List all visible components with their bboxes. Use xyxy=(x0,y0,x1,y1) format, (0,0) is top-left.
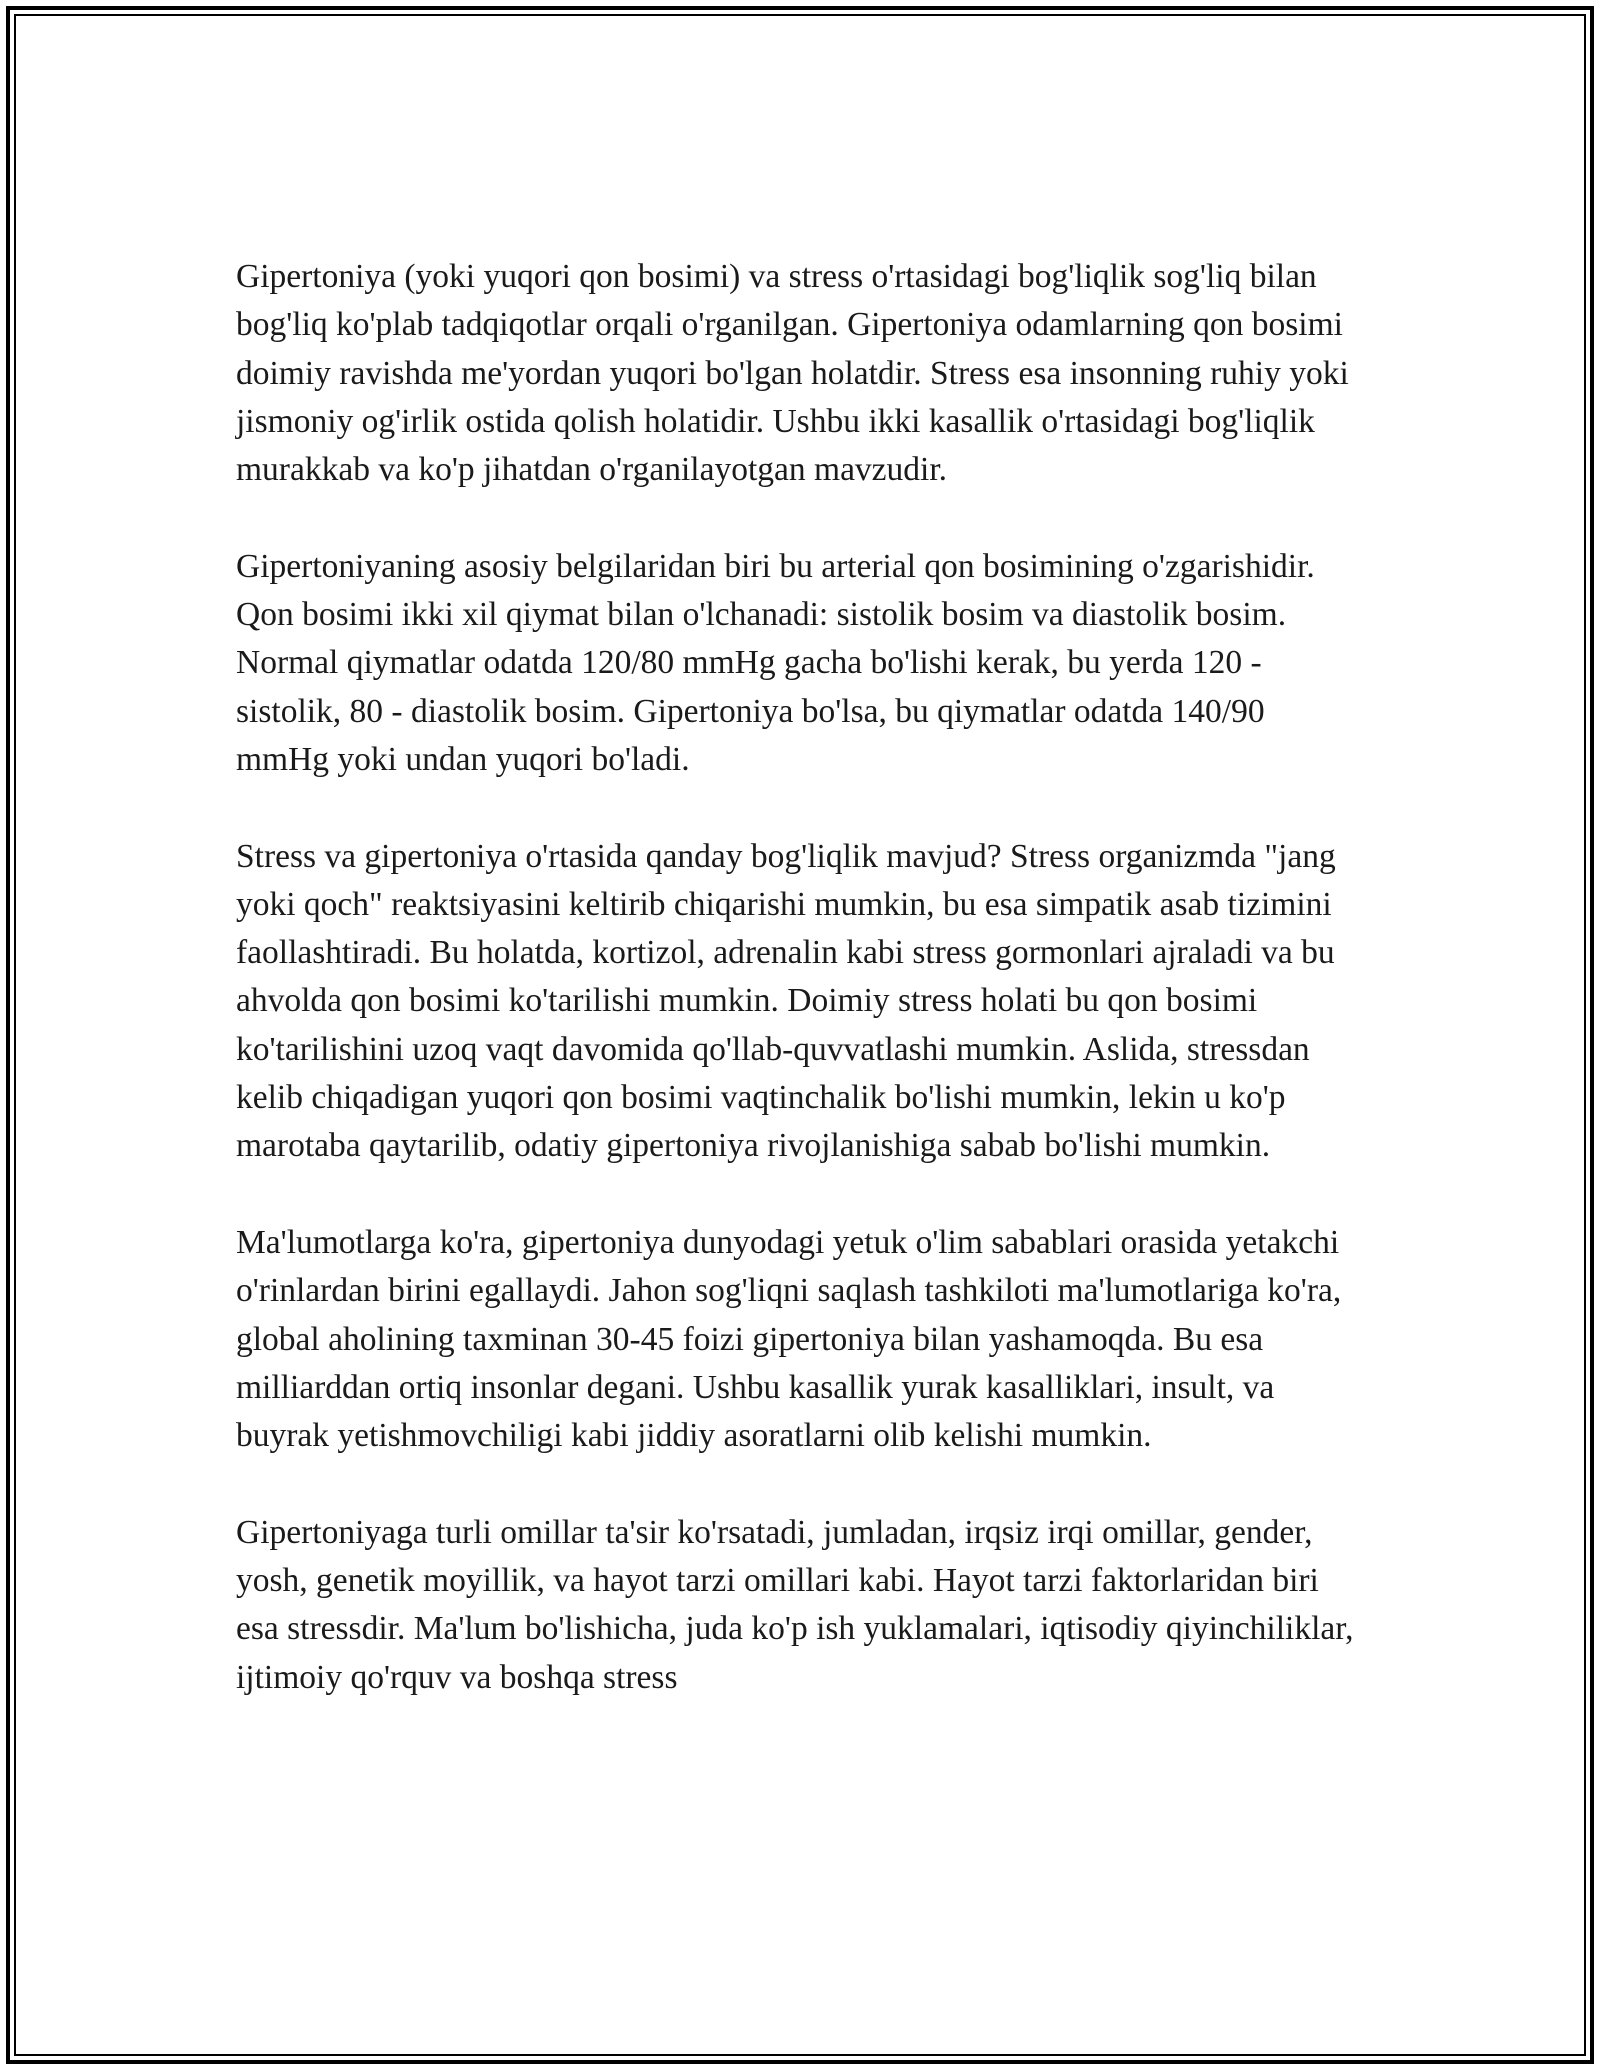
paragraph-4: Ma'lumotlarga ko'ra, gipertoniya dunyodagi yetuk o'lim sabablari orasida yetakchi o'rinlardan birini egallaydi. Jahon sog'liqni saqlash tashkiloti ma'lumotlariga ko'ra, global aholining taxminan 30-45 foizi gipertoniya bilan yashamoqda. Bu esa milliarddan ortiq insonlar degani. Ushbu kasallik yurak kasalliklari, insult, va buyrak yetishmovchiligi kabi jiddiy asoratlarni olib kelishi mumkin. xyxy=(236,1223,1342,1455)
paragraph-5: Gipertoniyaga turli omillar ta'sir ko'rsatadi, jumladan, irqsiz irqi omillar, gender, yosh, genetik moyillik, va hayot tarzi omillari kabi. Hayot tarzi faktorlaridan biri esa stressdir. Ma'lum bo'lishicha, juda ko'p ish yuklamalari, iqtisodiy qiyinchiliklar, ijtimoiy qo'rquv va boshqa stress xyxy=(236,1513,1354,1696)
document-body xyxy=(236,253,1366,1750)
paragraph-2: Gipertoniyaning asosiy belgilaridan biri bu arterial qon bosimining o'zgarishidir. Qon bosimi ikki xil qiymat bilan o'lchanadi: sistolik bosim va diastolik bosim. Normal qiymatlar odatda 120/80 mmHg gacha bo'lishi kerak, bu yerda 120 - sistolik, 80 - diastolik bosim. Gipertoniya bo'lsa, bu qiymatlar odatda 140/90 mmHg yoki undan yuqori bo'ladi. xyxy=(236,547,1315,778)
paragraph-1: Gipertoniya (yoki yuqori qon bosimi) va stress o'rtasidagi bog'liqlik sog'liq bilan bog'liq ko'plab tadqiqotlar orqali o'rganilgan. Gipertoniya odamlarning qon bosimi doimiy ravishda me'yordan yuqori bo'lgan holatdir. Stress esa insonning ruhiy yoki jismoniy og'irlik ostida qolish holatidir. Ushbu ikki kasallik o'rtasidagi bog'liqlik murakkab va ko'p jihatdan o'rganilayotgan mavzudir. xyxy=(236,258,1349,489)
paragraph-3: Stress va gipertoniya o'rtasida qanday bog'liqlik mavjud? Stress organizmda "jang yoki qoch" reaktsiyasini keltirib chiqarishi mumkin, bu esa simpatik asab tizimini faollashtiradi. Bu holatda, kortizol, adrenalin kabi stress gormonlari ajraladi va bu ahvolda qon bosimi ko'tarilishi mumkin. Doimiy stress holati bu qon bosimi ko'tarilishini uzoq vaqt davomida qo'llab-quvvatlashi mumkin. Aslida, stressdan kelib chiqadigan yuqori qon bosimi vaqtinchalik bo'lishi mumkin, lekin u ko'p marotaba qaytarilib, odatiy gipertoniya rivojlanishiga sabab bo'lishi mumkin. xyxy=(236,837,1336,1165)
